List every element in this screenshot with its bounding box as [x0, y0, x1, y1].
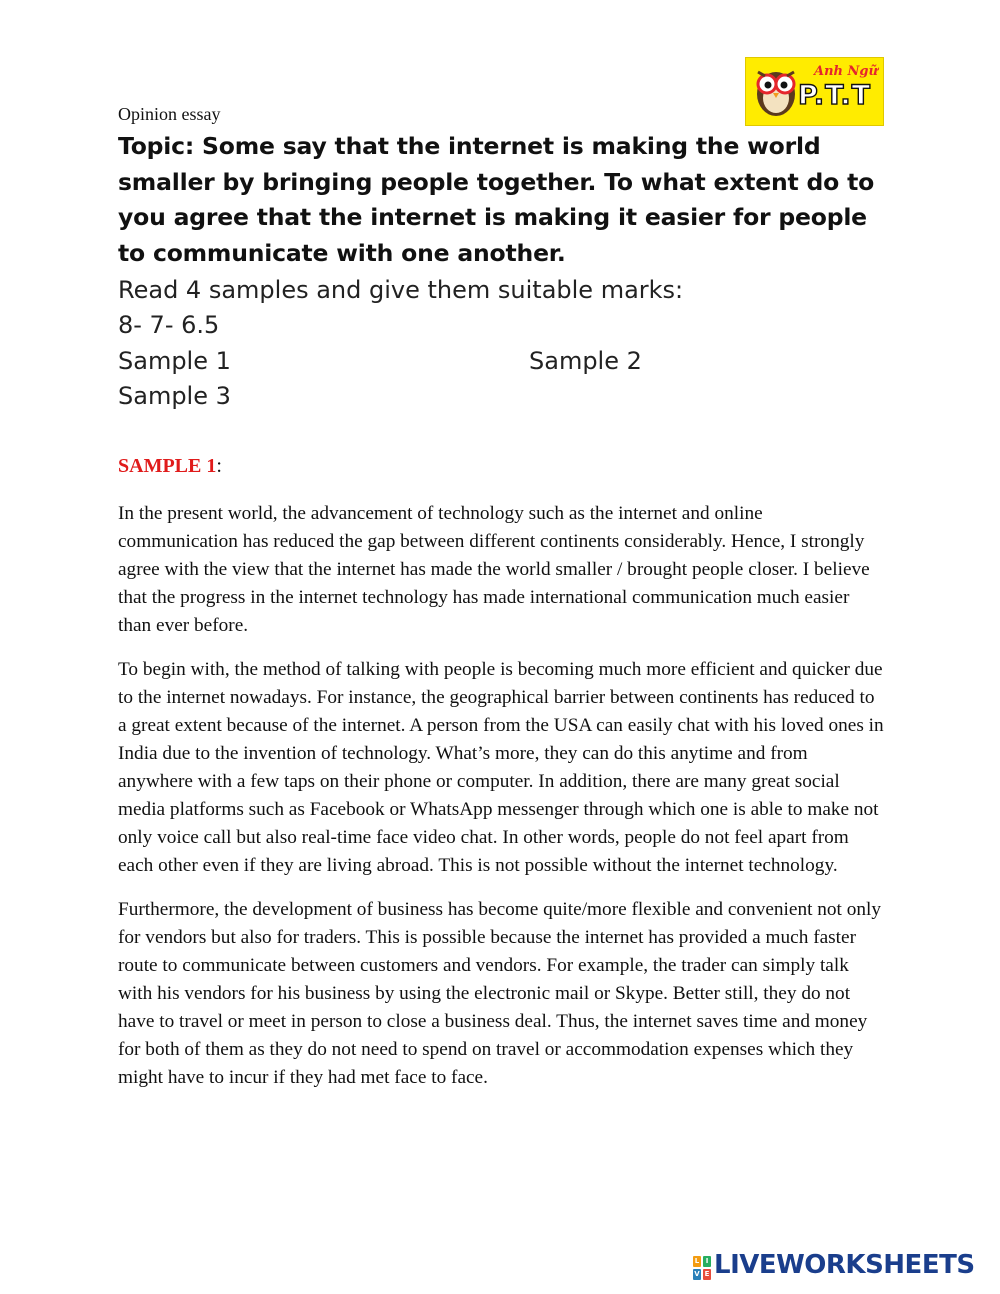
topic-heading: Topic: Some say that the internet is making the world smaller by bringing people together. To what extent do to you agree that the internet is making it easier for people to communicate with one another. [118, 132, 875, 267]
instruction-text: Read 4 samples and give them suitable marks: [118, 276, 684, 304]
liveworksheets-grid-icon [693, 1256, 711, 1280]
grid-letter: E [704, 1270, 710, 1278]
sample-2-label: Sample 2 [529, 347, 642, 375]
logo-brand-main: P.T.T [798, 80, 872, 111]
grid-letter: V [694, 1270, 700, 1278]
logo-brand-top: Anh Ngữ [814, 64, 878, 79]
owl-icon [753, 64, 799, 118]
grid-letter: I [703, 1256, 711, 1267]
liveworksheets-wordmark: LIVEWORKSHEETS [714, 1250, 975, 1280]
essay-paragraph: Furthermore, the development of business has become quite/more flexible and convenient not only for vendors but also for traders. This is possible because the internet has provided a much faster route to communicate between customers and vendors. For example, the trader can simply talk with his vendors for his business by using the electronic mail or Skype. Better still, they do not have to travel or meet in person to close a business deal. Thus, the internet saves time and money for both of them as they do not need to spend on travel or accommodation expenses which they might have to incur if they had met face to face. [118, 899, 882, 1088]
essay-type-label: Opinion essay [118, 104, 221, 124]
essay-paragraph: In the present world, the advancement of technology such as the internet and online communication has reduced the gap between different continents considerably. Hence, I strongly agree with the view that the internet has made the world smaller / brought people closer. I believe that the progress in the internet technology has made international communication much easier than ever before. [118, 503, 870, 636]
sample-heading [118, 455, 222, 478]
essay-paragraph: To begin with, the method of talking with people is becoming much more efficient and quicker due to the internet nowadays. For instance, the geographical barrier between continents has reduced to a great extent because of the internet. A person from the USA can easily chat with his loved ones in India due to the invention of technology. What’s more, they can do this anytime and from anywhere with a few taps on their phone or computer. In addition, there are many great social media platforms such as Facebook or WhatsApp messenger through which one is able to make not only voice call but also real-time face video chat. In other words, people do not feel apart from each other even if they are living abroad. This is not possible without the internet technology. [118, 659, 884, 876]
essay-body [118, 500, 886, 1108]
marks-list: 8- 7- 6.5 [118, 311, 220, 339]
sample-heading-title: SAMPLE 1 [118, 455, 217, 477]
grid-letter: L [694, 1257, 700, 1265]
publisher-logo [745, 57, 884, 126]
sample-3-label: Sample 3 [118, 382, 231, 410]
sample-1-label: Sample 1 [118, 347, 231, 375]
sample-heading-colon: : [216, 455, 222, 477]
liveworksheets-logo [693, 1250, 993, 1283]
